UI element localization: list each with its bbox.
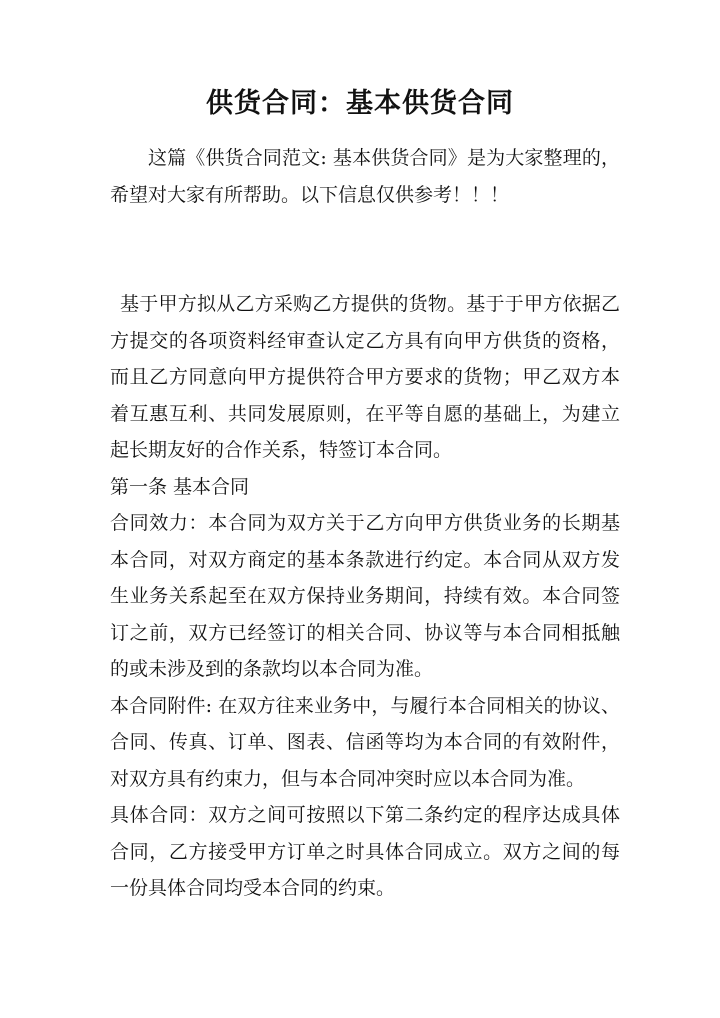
contract-body xyxy=(110,286,620,907)
clause-contract-annex: 本合同附件: 在双方往来业务中，与履行本合同相关的协议、合同、传真、订单、图表、信函等均为本合同的有效附件，对双方具有约束力，但与本合同冲突时应以本合同为准。 xyxy=(110,694,620,790)
article-heading: 第一条 基本合同 xyxy=(110,475,250,498)
preamble-paragraph: 基于甲方拟从乙方采购乙方提供的货物。基于于甲方依据乙方提交的各项资料经审查认定乙方具有向甲方供货的资格，而且乙方同意向甲方提供符合甲方要求的货物；甲乙双方本着互惠互利、共同发展原则，在平等自愿的基础上，为建立起长期友好的合作关系，特签订本合同。 xyxy=(110,293,620,461)
document-title: 供货合同：基本供货合同 xyxy=(206,88,514,119)
clause-contract-validity: 合同效力：本合同为双方关于乙方向甲方供货业务的长期基本合同，对双方商定的基本条款进行约定。本合同从双方发生业务关系起至在双方保持业务期间，持续有效。本合同签订之前，双方已经签订的相关合同、协议等与本合同相抵触的或未涉及到的条款均以本合同为准。 xyxy=(110,512,620,680)
clause-specific-contract: 具体合同：双方之间可按照以下第二条约定的程序达成具体合同，乙方接受甲方订单之时具体合同成立。双方之间的每一份具体合同均受本合同的约束。 xyxy=(110,804,620,899)
intro-paragraph: 这篇《供货合同范文: 基本供货合同》是为大家整理的，希望对大家有所帮助。以下信息仅供参考！！！ xyxy=(110,147,620,206)
